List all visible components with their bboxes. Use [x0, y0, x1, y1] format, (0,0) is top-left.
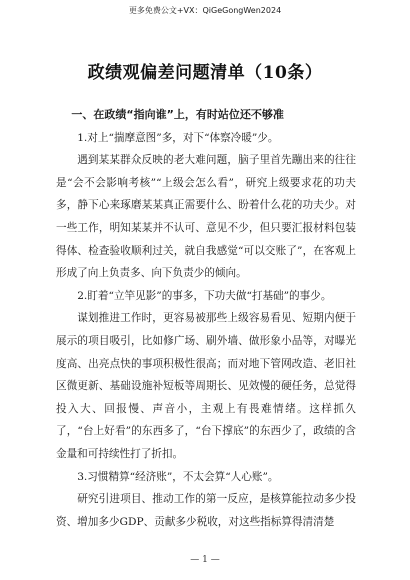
- body-paragraph-3: 研究引进项目、推动工作的第一反应，是核算能拉动多少投资、增加多少GDP、贡献多少税收，对这些指标算得清清楚: [56, 493, 356, 528]
- item-heading-1: 1.对上“揣摩意图”多，对下“体察冷暖”少。: [77, 131, 279, 144]
- body-paragraph-2: 谋划推进工作时，更容易被那些上级容易看见、短期内便于展示的项目吸引，比如修广场、刷外墙、做形象小品等，对曝光度高、出亮点快的事项积极性很高；而对地下管网改造、老旧社区微更新、基础设施补短板等周期长、见效慢的硬任务，总觉得投入大、回报慢、声音小，主观上有畏难情绪。这样抓久了，“台上好看”的东西多了，“台下撑底”的东西少了，政绩的含金量和可持续性打了折扣。: [56, 312, 356, 460]
- header-note: 更多免费公文+VX：QiGeGongWen2024: [128, 6, 282, 15]
- page-number: — 1 —: [190, 555, 220, 565]
- document-title: 政绩观偏差问题清单（10条）: [87, 63, 323, 83]
- section-heading: 一、在政绩“指向谁”上，有时站位还不够准: [71, 108, 284, 121]
- item-heading-3: 3.习惯精算“经济账”，不太会算“人心账”。: [77, 470, 279, 483]
- document-body: [56, 104, 356, 533]
- body-paragraph-1: 遇到某某群众反映的老大难问题，脑子里首先蹦出来的往往是“会不会影响考核”“上级会怎么看”，研究上级要求花的功夫多，静下心来琢磨某某真正需要什么、盼着什么花的功夫少。对一些工作，明知某某并不认可、意见不少，但只要汇报材料包装得体、检查验收顺利过关，就自我感觉“可以交账了”，在客观上形成了向上负责多、向下负责少的倾向。: [56, 154, 356, 280]
- item-heading-2: 2.盯着“立竿见影”的事多，下功夫做“打基础”的事少。: [77, 289, 332, 302]
